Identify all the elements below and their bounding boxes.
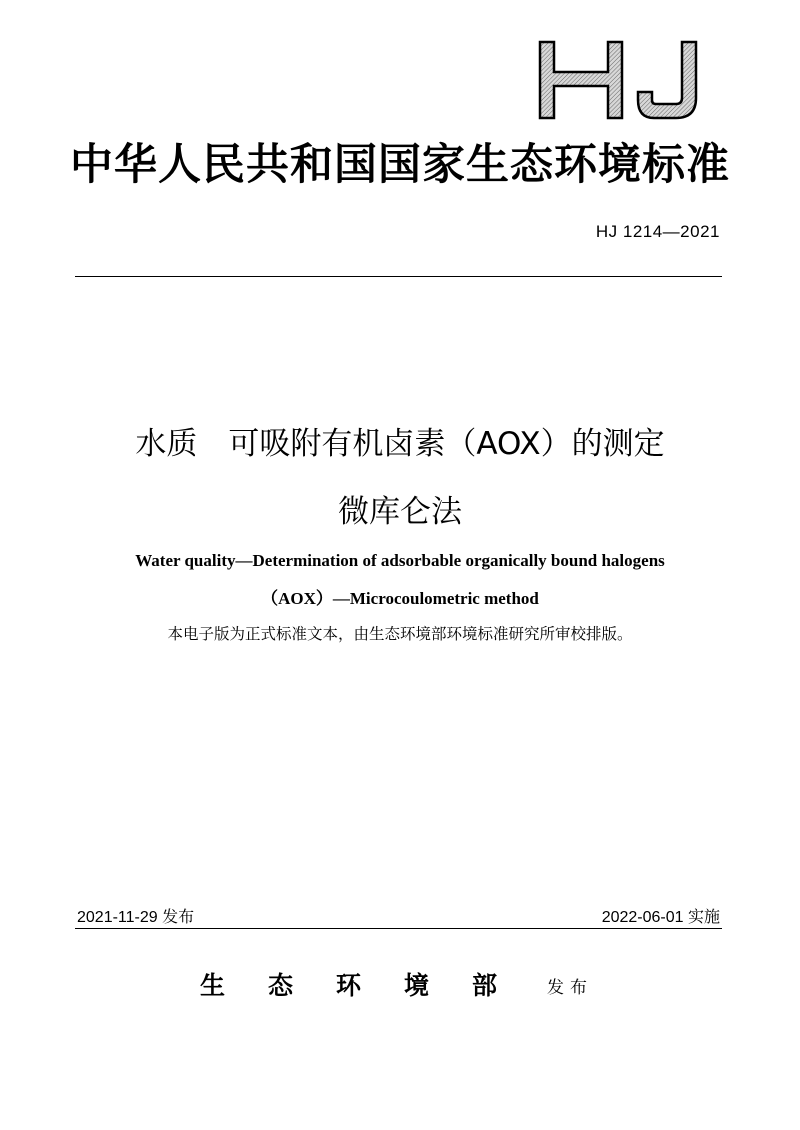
electronic-edition-note: 本电子版为正式标准文本，由生态环境部环境标准研究所审校排版。 bbox=[167, 625, 633, 643]
publisher-name: 生态环境部 bbox=[200, 971, 541, 1000]
standard-organization-title: 中华人民共和国国家生态环境标准 bbox=[70, 140, 730, 190]
effective-date: 2022-06-01 实施 bbox=[601, 909, 720, 926]
title-english-line-2: （AOX）—Microcoulometric method bbox=[261, 589, 539, 608]
standard-number: HJ 1214—2021 bbox=[595, 222, 720, 241]
publisher-suffix: 发布 bbox=[547, 978, 593, 998]
title-english-line-1: Water quality—Determination of adsorbable organically bound halogens bbox=[135, 551, 665, 570]
header-divider bbox=[75, 276, 722, 277]
footer-divider bbox=[75, 928, 722, 929]
title-chinese-line-2: 微库仑法 bbox=[338, 494, 462, 530]
publish-date: 2021-11-29 发布 bbox=[77, 909, 195, 926]
hj-logo bbox=[538, 40, 700, 120]
title-chinese-line-1: 水质 可吸附有机卤素（AOX）的测定 bbox=[135, 426, 665, 462]
